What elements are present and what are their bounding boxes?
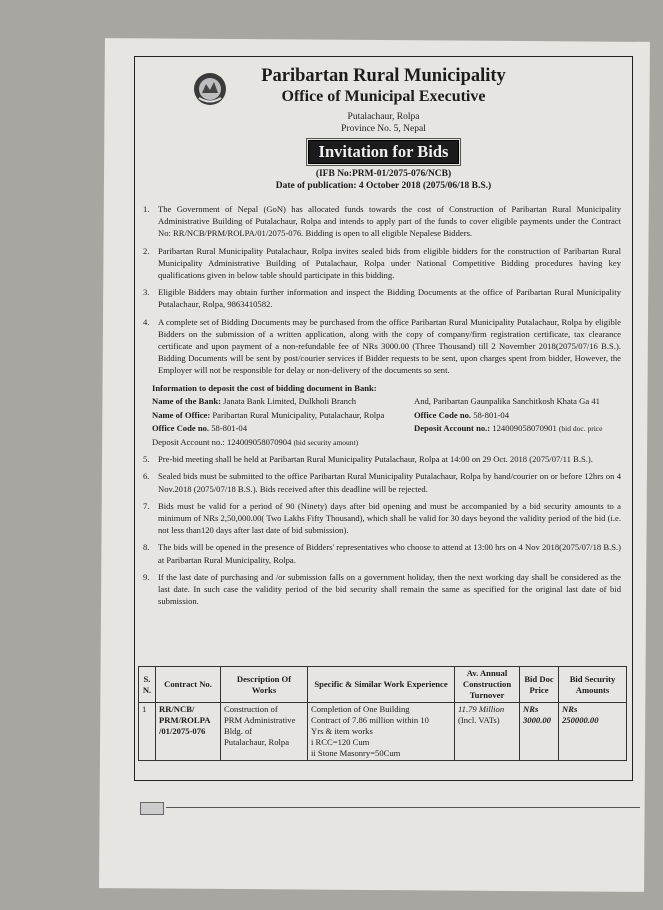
paragraph-7: 7. Bids must be valid for a period of 90 (Ninety) days after bid opening and must be accompanied by a bid security amounts to a minimum of NRs 2,50,000.00( Two Lakhs Fifty Thousand), which shall be valid for 30 days beyond the validity period of the bid (i.e. not less than120 days after last date of bid submission).: [143, 500, 621, 536]
paragraph-6: 6. Sealed bids must be submitted to the office Paribartan Rural Municipality Putalachaur, Rolpa by hand/courier on or before 12hrs on 4 Nov.2018 (2075/07/18 B.S.). Bids received after this deadline will be rejected.: [143, 471, 621, 494]
bank-info: Information to deposit the cost of bidding document in Bank: Name of the Bank: Janata Bank Limited, Dulkholi Branch And, Paribartan Gaunpalika Sanchitkosh Khata Ga 41 Name of Office: Paribartan Rural Municipality, Putalachaur, Rolpa Office Code no. 58-801-04 Office Code no. 58-801-04 Deposit Account no.: 124009058070901 (bid doc. price Deposit Account no.: 124009058070904 (bid security amount): [143, 382, 621, 450]
notice-title: Invitation for Bids: [308, 140, 460, 164]
bank-info-heading: Information to deposit the cost of bidding document in Bank:: [152, 382, 377, 393]
paragraph-3: 3. Eligible Bidders may obtain further information and inspect the Bidding Documents at the office of Paribartan Rural Municipality Putalachaur, Rolpa, 9863410582.: [143, 287, 621, 310]
paragraph-5: 5. Pre-bid meeting shall be held at Paribartan Rural Municipality Putalachaur, Rolpa at 14:00 on 29 Oct. 2018 (2075/07/11 B.S.).: [143, 454, 593, 465]
paragraph-4: 4. A complete set of Bidding Documents may be purchased from the office Paribartan Rural Municipality Putalachaur, Rolpa by eligible Bidders on the submission of a written application, along with the copy of company/firm registration certificate, tax clearance certificate and upon payment of a non-refundable fee of NRs 3000.00 (Three Thousand) till 2 November 2018(2075/07/16 B.S.). Bidding Documents will be sent by post/courier services if Bidder requests to be sent, upon charges spent from bidder, However, the Employer will not be responsible for delay or non-delivery of the documents so sent.: [143, 316, 621, 376]
office-title: Office of Municipal Executive: [281, 88, 486, 105]
table-header-row: S. N. Contract No. Description Of Works Specific & Similar Work Experience Av. Annual Construction Turnover Bid Doc Price Bid Security Amounts: [139, 667, 627, 703]
address-line-2: Province No. 5, Nepal: [341, 124, 426, 134]
paragraph-8: 8. The bids will be opened in the presence of Bidders' representatives who choose to attend at 13:00 hrs on 4 Nov 2018(2075/07/18 B.S.) at Paribartan Rural Municipality, Rolpa.: [143, 542, 621, 565]
municipality-emblem-icon: [193, 72, 227, 106]
paragraph-2: 2. Paribartan Rural Municipality Putalachaur, Rolpa invites sealed bids from eligible bidders for the construction of Paribartan Rural Municipality Administrative Building of Putalachaur, Rolpa under National Competitive Bidding procedures having key qualifications given in below table should participate in this bidding.: [143, 245, 621, 281]
notice-body: [143, 203, 621, 612]
page-footer-rule: [140, 802, 640, 814]
paragraph-1: 1. The Government of Nepal (GoN) has allocated funds towards the cost of Construction of Paribartan Rural Municipality Administrative Building of Putalachaur, Rolpa and intends to apply part of the funds to cover eligible payments under the Contract No: RR/NCB/PRM/ROLPA/01/2075-076. Bidding is open to all eligible Nepalese Bidders.: [143, 204, 621, 239]
publication-date: Date of publication: 4 October 2018 (2075/06/18 B.S.): [275, 181, 492, 191]
notice-header: [135, 66, 632, 192]
bid-table: [138, 666, 627, 761]
table-row: 1 RR/NCB/ PRM/ROLPA /01/2075-076 Construction of PRM Administrative Bldg. of Putalachaur, Rolpa Completion of One Building Contract of 7.86 million within 10 Yrs & item works i RCC=120 Cum ii Stone Masonry=50Cum 11.79 Million (Incl. VATs) NRs 3000.00 NRs 250000.00: [139, 703, 627, 761]
org-name: Paribartan Rural Municipality: [261, 66, 506, 86]
notice-frame: [134, 56, 633, 781]
barcode-icon: [140, 802, 164, 815]
ifb-number: (IFB No:PRM-01/2075-076/NCB): [315, 169, 452, 179]
address-line-1: Putalachaur, Rolpa: [347, 112, 420, 122]
paragraph-9: 9. If the last date of purchasing and /or submission falls on a government holiday, then the next working day shall be considered as the last date. In such case the validity period of the bid security shall remain the same as specified for the original last date of bid submission.: [143, 571, 621, 607]
